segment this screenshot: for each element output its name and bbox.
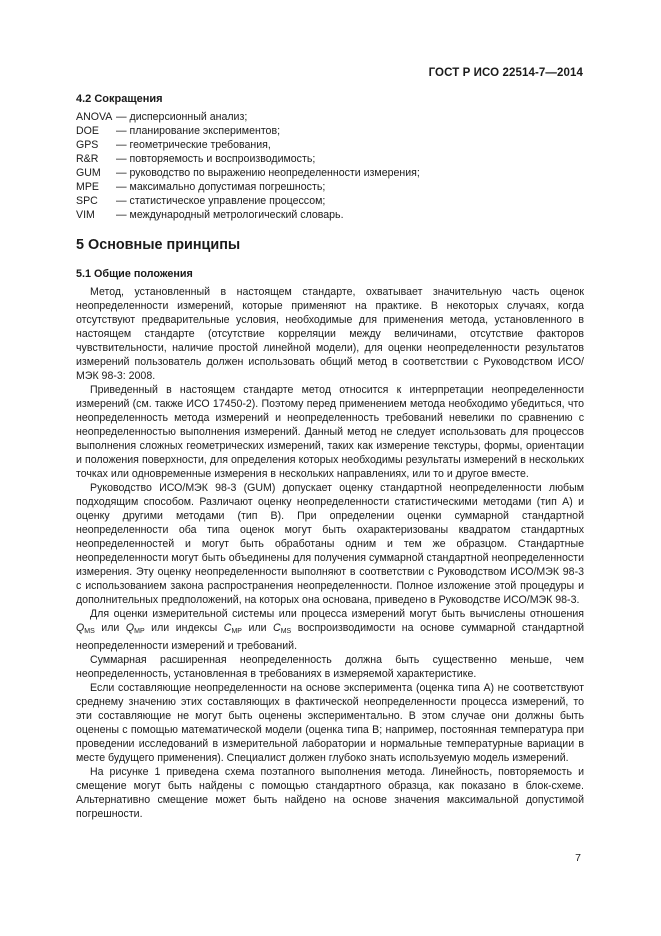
abbr-definition: — максимально допустимая погрешность; [116, 181, 326, 193]
abbr-term: SPC [76, 195, 98, 207]
paragraph-text: Для оценки измерительной системы или процесса измерений могут быть вычислены отношения [90, 608, 584, 620]
paragraph: Суммарная расширенная неопределенность должна быть существенно меньше, чем неопределенность, установленная в требованиях в измеряемой характеристике. [76, 654, 584, 680]
paragraph: Метод, установленный в настоящем стандарте, охватывает значительную часть оценок неопределенности измерений, которые применяют на практике. В некоторых случаях, когда отсутствуют предварительные условия, необходимые для применения метода, установленного в настоящем стандарте (отсутствие корреляции между величинами, отсутствие факторов чувствительности, наличие простой линейной модели), для оценки неопределенности результатов измерений пользователь должен использовать общий метод в соответствии с Руководством ИСО/МЭК 98-3: 2008. [76, 286, 584, 382]
subscript-ms: MS [280, 628, 292, 635]
symbol-q: Q [76, 622, 85, 634]
list-item [76, 152, 584, 166]
list-item [76, 110, 584, 124]
document-code: ГОСТ Р ИСО 22514-7—2014 [428, 67, 583, 79]
abbr-definition: — международный метрологический словарь. [116, 209, 344, 221]
symbol-q: Q [125, 622, 135, 634]
abbr-term: R&R [76, 153, 99, 165]
section-5-1-title: 5.1 Общие положения [76, 268, 193, 280]
list-item [76, 138, 584, 152]
page-content [76, 92, 584, 821]
list-item [76, 124, 584, 138]
paragraph: Приведенный в настоящем стандарте метод относится к интерпретации неопределенности измерений (см. также ИСО 17450-2). Поэтому перед применением метода необходимо убедиться, что неопределенность метода измерений и неопределенность требований невелики по сравнению с неопределенностью выполнения измерений. Данный метод не следует использовать для процессов выполнения сложных геометрических измерений, таких как измерение текстуры, формы, ориентации и положения поверхности, для определения которых необходимы результаты измерений в нескольких точках или одновременные измерения в нескольких направлениях, или то и другое вместе. [76, 384, 584, 480]
paragraph-text: или [94, 622, 126, 634]
abbr-term: GPS [76, 139, 99, 151]
list-item [76, 166, 584, 180]
symbol-c: C [223, 622, 232, 634]
paragraph: На рисунке 1 приведена схема поэтапного выполнения метода. Линейность, повторяемость и смещение могут быть найдены с помощью стандартного образца, как показано в блок-схеме. Альтернативно смещение может быть найдено на основе значения максимальной допустимой погрешности. [76, 766, 584, 820]
subscript-mp: MP [134, 628, 145, 635]
list-item [76, 180, 584, 194]
section-5-title: 5 Основные принципы [76, 237, 241, 253]
paragraph-text: воспроизводимости на основе суммарной стандартной неопределенности измерений и требований. [76, 622, 585, 652]
abbr-definition: — планирование экспериментов; [116, 125, 281, 137]
abbr-definition: — дисперсионный анализ; [116, 111, 248, 123]
paragraph: Руководство ИСО/МЭК 98-3 (GUM) допускает оценку стандартной неопределенности любым подходящим способом. Различают оценку неопределенности статистическими методами (тип А) и оценку другими методами (тип В). При определении оценки суммарной стандартной неопределенности оба типа оценок могут быть охарактеризованы квадратом стандартных неопределенностей и могут быть обработаны одним и тем же образцом. Стандартные неопределенности могут быть объединены для получения суммарной стандартной неопределенности измерения. Эту оценку неопределенности выполняют в соответствии с Руководством ИСО/МЭК 98-3 с использованием закона распространения неопределенности. Полное изложение этой процедуры и дополнительных предположений, на которых она основана, приведено в Руководстве ИСО/МЭК 98-3. [76, 482, 584, 606]
section-4-2-title: 4.2 Сокращения [76, 93, 163, 105]
abbreviations-list [76, 110, 584, 222]
list-item [76, 208, 584, 222]
abbr-term: GUM [76, 167, 101, 179]
abbr-term: MPE [76, 181, 99, 193]
paragraph: Если составляющие неопределенности на основе эксперимента (оценка типа А) не соответствуют среднему значению этих составляющих в фактической неопределенности процесса измерений, то эти составляющие не могут быть оценены экспериментально. В этом случае они должны быть оценены с помощью математической модели (оценка типа В; например, постоянная температура при проведении исследований в измерительной лаборатории и нормальные температурные вариации в месте будущего применения). Специалист должен глубоко знать используемую модель измерений. [76, 682, 584, 764]
abbr-term: DOE [76, 125, 99, 137]
subscript-ms: MS [84, 628, 95, 635]
abbr-definition: — руководство по выражению неопределенности измерения; [116, 167, 420, 179]
abbr-definition: — повторяемость и воспроизводимость; [116, 153, 316, 165]
page-number: 7 [575, 852, 581, 864]
subscript-mp: MP [231, 628, 242, 635]
paragraph-text: или индексы [144, 622, 224, 634]
abbr-term: VIM [76, 209, 95, 221]
symbol-c: C [273, 622, 281, 634]
list-item [76, 194, 584, 208]
abbr-term: ANOVA [76, 111, 113, 123]
paragraph-text: или [241, 622, 274, 634]
abbr-definition: — геометрические требования, [116, 139, 271, 151]
paragraph-ratios [76, 607, 584, 653]
abbr-definition: — статистическое управление процессом; [116, 195, 326, 207]
